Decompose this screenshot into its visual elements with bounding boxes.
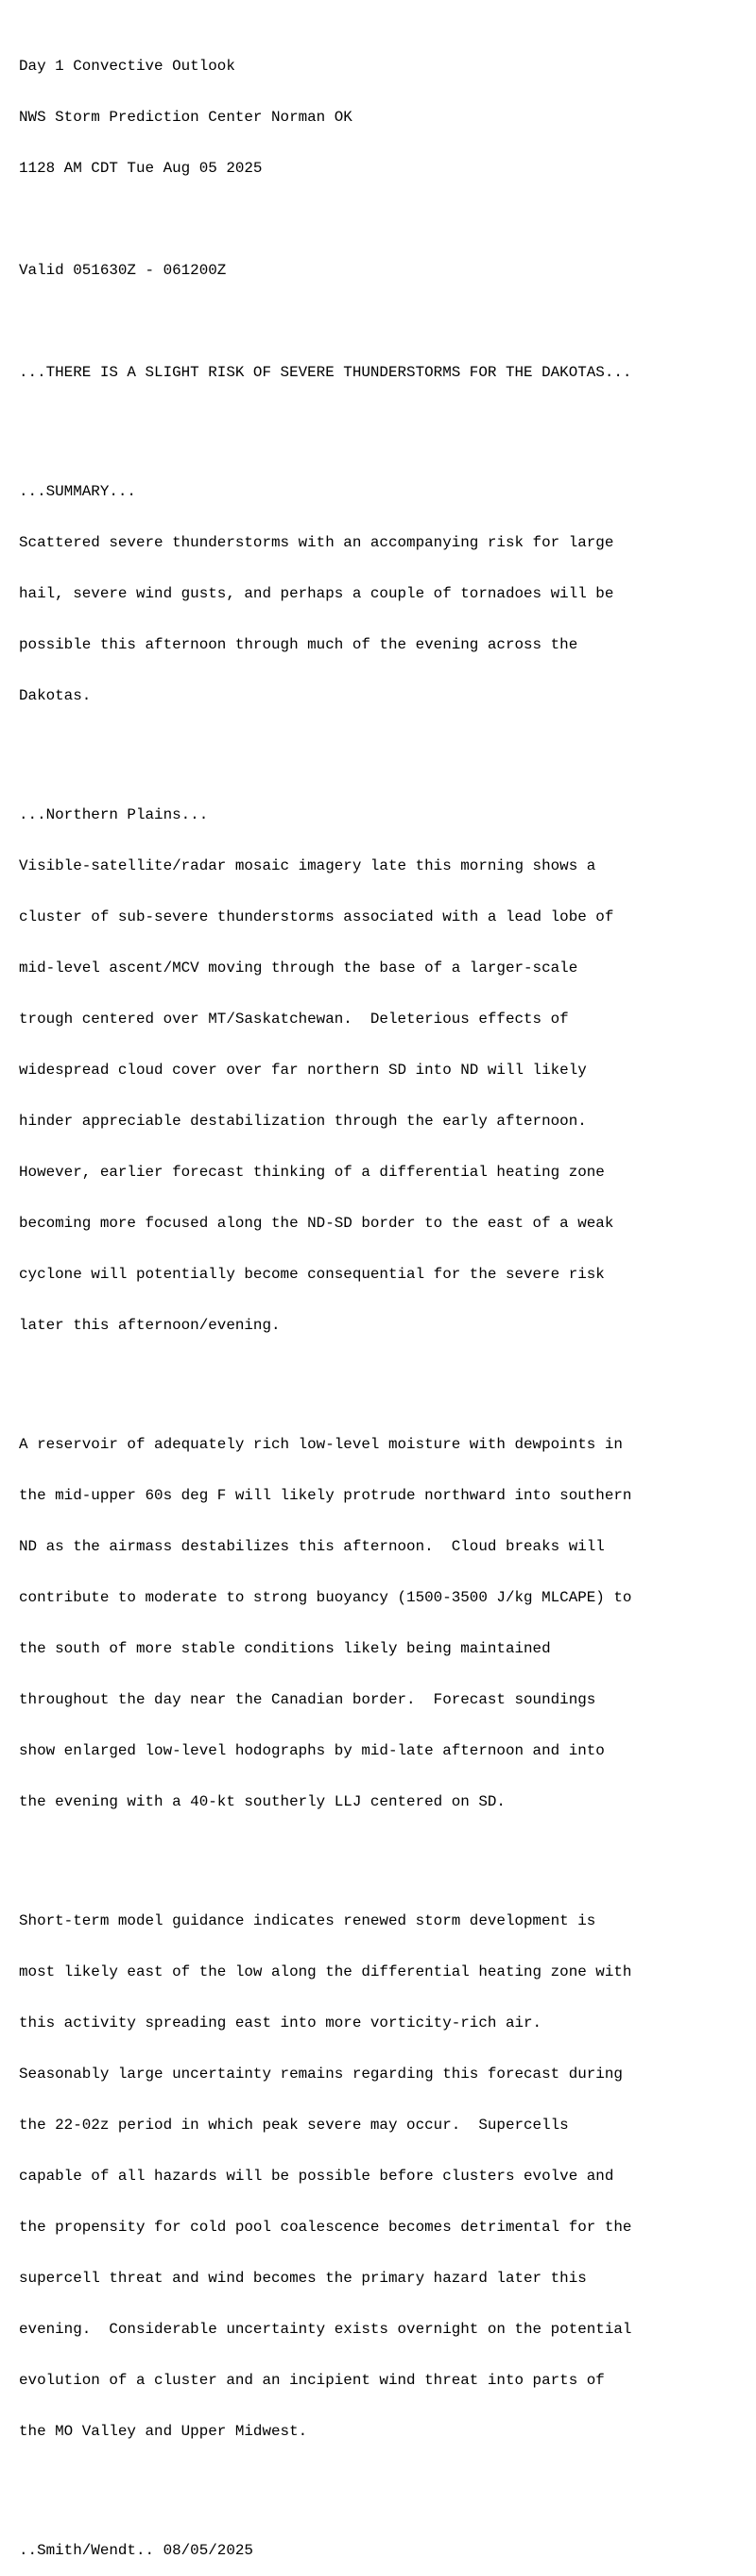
blank-line [19,1368,631,1385]
discussion-line: Short-term model guidance indicates renewed storm development is [19,1912,596,1929]
blank-line [19,211,631,228]
blank-line [19,2474,631,2491]
discussion-line: the mid-upper 60s deg F will likely protrude northward into southern [19,1487,632,1504]
discussion-line: contribute to moderate to strong buoyancy (1500-3500 J/kg MLCAPE) to [19,1589,632,1606]
section-heading-northern-plains: ...Northern Plains... [19,806,209,823]
discussion-line: Visible-satellite/radar mosaic imagery late this morning shows a [19,857,596,874]
summary-line: Dakotas. [19,687,92,704]
discussion-line: A reservoir of adequately rich low-level moisture with dewpoints in [19,1436,623,1453]
discussion-line: capable of all hazards will be possible before clusters evolve and [19,2168,614,2185]
discussion-line: throughout the day near the Canadian border. Forecast soundings [19,1691,596,1708]
blank-line [19,1844,631,1861]
product-title: Day 1 Convective Outlook [19,58,235,75]
discussion-line: becoming more focused along the ND-SD border to the east of a weak [19,1215,614,1232]
discussion-line: cluster of sub-severe thunderstorms associated with a lead lobe of [19,908,614,925]
discussion-line: the south of more stable conditions likely being maintained [19,1640,551,1657]
discussion-line: supercell threat and wind becomes the primary hazard later this [19,2270,587,2287]
outlook-document [19,24,631,2576]
blank-line [19,415,631,432]
forecaster-signature: ..Smith/Wendt.. 08/05/2025 [19,2542,253,2559]
valid-period: Valid 051630Z - 061200Z [19,262,227,279]
discussion-line: the evening with a 40-kt southerly LLJ centered on SD. [19,1793,506,1810]
discussion-line: the propensity for cold pool coalescence becomes detrimental for the [19,2219,632,2236]
risk-headline: ...THERE IS A SLIGHT RISK OF SEVERE THUNDERSTORMS FOR THE DAKOTAS... [19,364,632,381]
discussion-line: ND as the airmass destabilizes this afternoon. Cloud breaks will [19,1538,605,1555]
blank-line [19,313,631,330]
summary-line: possible this afternoon through much of the evening across the [19,636,578,653]
discussion-line: hinder appreciable destabilization through the early afternoon. [19,1113,587,1130]
summary-line: hail, severe wind gusts, and perhaps a couple of tornadoes will be [19,585,614,602]
blank-line [19,738,631,755]
discussion-line: Seasonably large uncertainty remains regarding this forecast during [19,2066,623,2083]
discussion-line: evening. Considerable uncertainty exists overnight on the potential [19,2321,632,2338]
discussion-line: cyclone will potentially become consequential for the severe risk [19,1266,605,1283]
summary-line: Scattered severe thunderstorms with an accompanying risk for large [19,534,614,551]
discussion-line: most likely east of the low along the differential heating zone with [19,1963,632,1980]
discussion-line: this activity spreading east into more vorticity-rich air. [19,2014,542,2031]
discussion-line: the 22-02z period in which peak severe may occur. Supercells [19,2117,569,2134]
summary-heading: ...SUMMARY... [19,483,136,500]
discussion-line: the MO Valley and Upper Midwest. [19,2423,308,2440]
issuing-office: NWS Storm Prediction Center Norman OK [19,109,352,126]
discussion-line: widespread cloud cover over far northern SD into ND will likely [19,1062,587,1079]
discussion-line: show enlarged low-level hodographs by mid-late afternoon and into [19,1742,605,1759]
discussion-line: trough centered over MT/Saskatchewan. Deleterious effects of [19,1011,569,1028]
discussion-line: later this afternoon/evening. [19,1317,281,1334]
issue-time: 1128 AM CDT Tue Aug 05 2025 [19,160,263,177]
discussion-line: However, earlier forecast thinking of a differential heating zone [19,1164,605,1181]
discussion-line: evolution of a cluster and an incipient wind threat into parts of [19,2372,605,2389]
discussion-line: mid-level ascent/MCV moving through the base of a larger-scale [19,960,578,977]
